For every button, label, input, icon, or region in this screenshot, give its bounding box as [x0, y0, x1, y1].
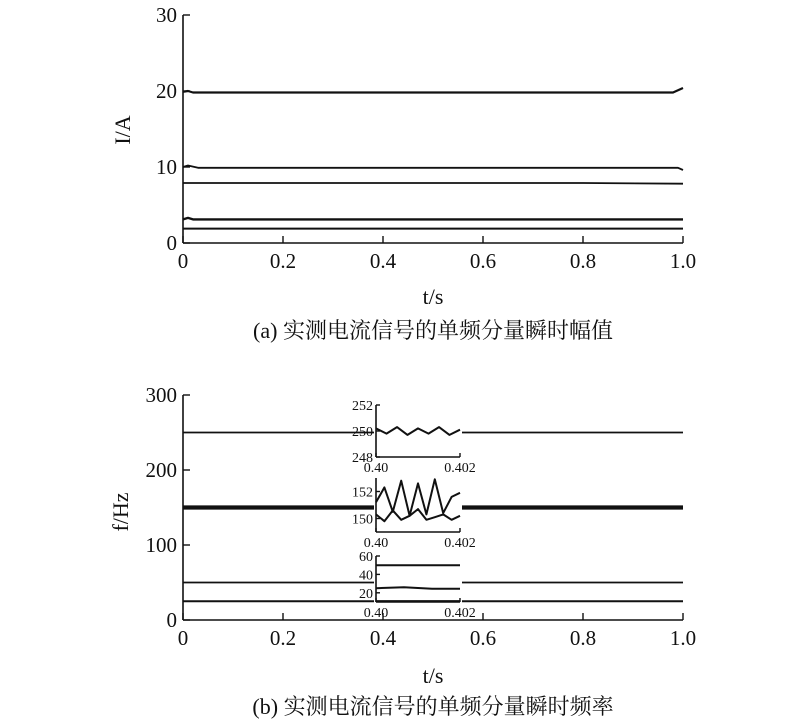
inset-y-tick-label: 252 — [352, 399, 373, 414]
inset-y-tick-label: 152 — [352, 485, 373, 501]
inset-y-tick-label: 20 — [359, 586, 373, 602]
inset-y-tick-label: 250 — [352, 425, 373, 440]
panel-b-inset-3 — [359, 550, 476, 621]
inset-y-tick-label: 150 — [352, 512, 373, 528]
panel-a-x-axis-label: t/s — [422, 284, 444, 309]
panel-a-x-tick-label: 0.8 — [569, 249, 597, 273]
panel-b-x-tick-label: 0.8 — [569, 626, 597, 650]
panel-b-y-tick-label: 200 — [145, 458, 177, 482]
inset-y-tick-label: 40 — [359, 568, 373, 584]
panel-a-y-tick-label: 20 — [156, 79, 177, 103]
panel-a-y-tick-label: 10 — [156, 155, 177, 179]
inset-x-tick-label: 0.402 — [444, 606, 476, 621]
panel-a-caption: (a) 实测电流信号的单频分量瞬时幅值 — [253, 318, 613, 343]
panel-b-x-tick-label: 0.2 — [269, 626, 297, 650]
panel-b-y-tick-label: 300 — [145, 383, 177, 407]
panel-b-inset-1 — [352, 399, 476, 476]
panel-b-inset-2 — [352, 476, 476, 551]
panel-a-y-tick-label: 0 — [166, 231, 177, 255]
panel-b-frequency — [108, 383, 696, 719]
panel-b-insets — [352, 399, 476, 621]
panel-b-caption: (b) 实测电流信号的单频分量瞬时频率 — [252, 694, 614, 719]
inset-x-tick-label: 0.402 — [444, 536, 476, 551]
inset-y-tick-label: 60 — [359, 550, 373, 565]
inset-x-tick-label: 0.40 — [363, 536, 389, 551]
inset-x-tick-label: 0.402 — [444, 461, 476, 476]
panel-b-x-axis-label: t/s — [422, 663, 444, 688]
panel-b-x-tick-label: 0.6 — [469, 626, 497, 650]
panel-a-x-tick-label: 1.0 — [669, 249, 697, 273]
inset-background — [374, 554, 462, 604]
panel-a-series-1 — [183, 88, 683, 93]
panel-a-series-group — [183, 88, 683, 229]
panel-b-x-tick-label: 0.4 — [369, 626, 397, 650]
panel-b-y-tick-label: 0 — [166, 608, 177, 632]
panel-a-x-tick-label: 0.4 — [369, 249, 397, 273]
inset-x-tick-label: 0.40 — [363, 606, 389, 621]
panel-a-x-tick-label: 0 — [177, 249, 189, 273]
panel-a-series-4 — [183, 218, 683, 220]
inset-background — [374, 403, 462, 459]
panel-b-y-tick-label: 100 — [145, 533, 177, 557]
panel-a-axes — [156, 3, 696, 273]
panel-a-series-2 — [183, 166, 683, 171]
panel-b-y-axis-label: f/Hz — [108, 492, 133, 532]
panel-a-amplitude — [110, 3, 696, 343]
inset-y-tick-label: 248 — [352, 451, 373, 466]
panel-a-x-tick-label: 0.2 — [269, 249, 297, 273]
inset-x-tick-label: 0.40 — [363, 461, 389, 476]
panel-a-series-3 — [183, 183, 683, 184]
panel-a-x-tick-label: 0.6 — [469, 249, 497, 273]
panel-a-y-axis-label: I/A — [110, 115, 135, 145]
panel-b-x-tick-label: 0 — [177, 626, 189, 650]
panel-a-y-tick-label: 30 — [156, 3, 177, 27]
panel-b-x-tick-label: 1.0 — [669, 626, 697, 650]
